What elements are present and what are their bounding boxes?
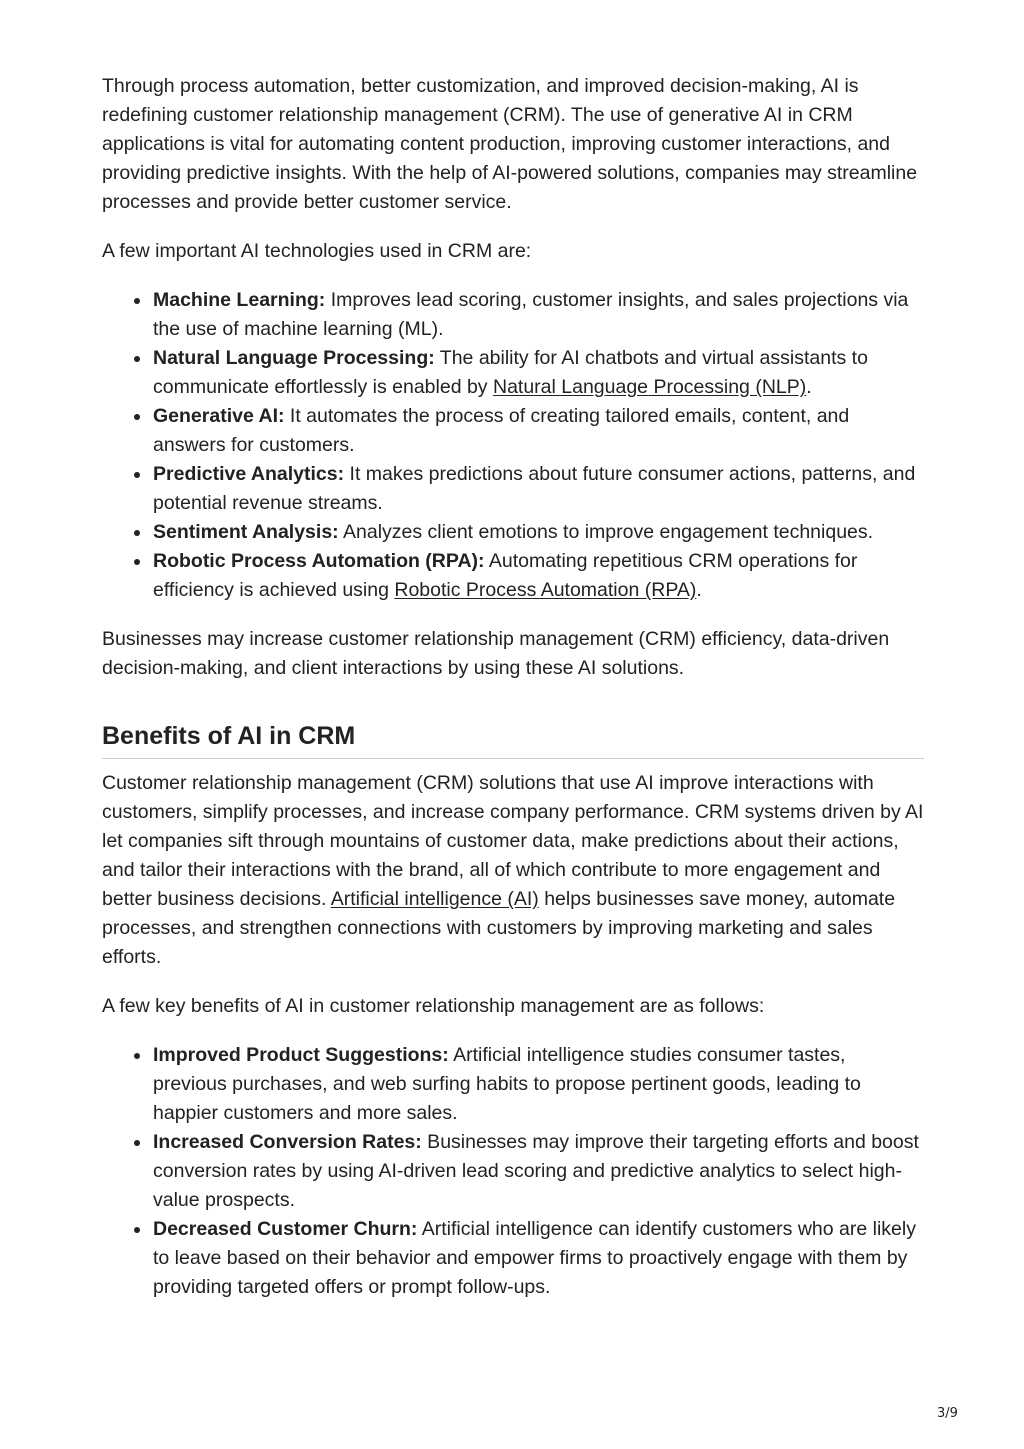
list-item-term: Sentiment Analysis: — [153, 521, 339, 543]
list-item — [153, 1128, 924, 1215]
technologies-intro: A few important AI technologies used in CRM are: — [102, 240, 532, 262]
list-item — [153, 402, 924, 460]
list-item-text: It automates the process of creating tailored emails, content, and answers for customers. — [153, 405, 850, 456]
list-item-term: Generative AI: — [153, 405, 285, 427]
list-item-text: Businesses may improve their targeting efforts and boost conversion rates by using AI-driven lead scoring and predictive analytics to select high-value prospects. — [153, 1131, 919, 1211]
list-item — [153, 1041, 924, 1128]
list-item — [153, 460, 924, 518]
bullet-icon — [134, 356, 140, 362]
bullet-icon — [134, 1140, 140, 1146]
bullet-icon — [134, 530, 140, 536]
list-item — [153, 286, 924, 344]
benefits-intro: A few key benefits of AI in customer relationship management are as follows: — [102, 995, 765, 1017]
list-item-text: Improves lead scoring, customer insights, and sales projections via the use of machine learning (ML). — [153, 289, 909, 340]
technologies-list — [102, 286, 924, 605]
list-item-text-end: . — [696, 579, 702, 601]
list-item-term: Predictive Analytics: — [153, 463, 345, 485]
bullet-icon — [134, 298, 140, 304]
intro-paragraph: Through process automation, better customization, and improved decision-making, AI is redefining customer relationship management (CRM). The use of generative AI in CRM applications is vital for automating content production, improving customer interactions, and providing predictive insights. With the help of AI-powered solutions, companies may streamline processes and provide better customer service. — [102, 75, 918, 213]
list-item — [153, 518, 924, 547]
technologies-outro: Businesses may increase customer relationship management (CRM) efficiency, data-driven decision-making, and client interactions by using these AI solutions. — [102, 628, 890, 679]
nlp-link[interactable]: Natural Language Processing (NLP) — [492, 376, 807, 398]
bullet-icon — [134, 1053, 140, 1059]
list-item-text: Artificial intelligence can identify customers who are likely to leave based on their behavior and empower firms to proactively engage with them by providing targeted offers or prompt follow-ups. — [153, 1218, 916, 1298]
bullet-icon — [134, 559, 140, 565]
list-item-text: It makes predictions about future consumer actions, patterns, and potential revenue streams. — [153, 463, 916, 514]
list-item-term: Improved Product Suggestions: — [153, 1044, 449, 1066]
ai-link[interactable]: Artificial intelligence (AI) — [330, 888, 539, 910]
list-item-text: Analyzes client emotions to improve engagement techniques. — [338, 521, 874, 543]
page-number: 3/9 — [937, 1406, 958, 1421]
list-item — [153, 547, 924, 605]
bullet-icon — [134, 472, 140, 478]
list-item-text: Artificial intelligence studies consumer tastes, previous purchases, and web surfing habits to propose pertinent goods, leading to happier customers and more sales. — [153, 1044, 861, 1124]
bullet-icon — [134, 1227, 140, 1233]
benefits-paragraph-text: Customer relationship management (CRM) solutions that use AI improve interactions with customers, simplify processes, and increase company performance. CRM systems driven by AI let companies sift through mountains of customer data, make predictions about their actions, and tailor their interactions with the brand, all of which contribute to more engagement and better business decisions. — [102, 772, 924, 910]
benefits-paragraph-text-end: helps businesses save money, automate processes, and strengthen connections with customers by improving marketing and sales efforts. — [102, 888, 896, 968]
list-item-text-end: . — [806, 376, 812, 398]
list-item-term: Decreased Customer Churn: — [153, 1218, 418, 1240]
list-item-term: Increased Conversion Rates: — [153, 1131, 422, 1153]
benefits-list — [102, 1041, 924, 1302]
list-item-term: Machine Learning: — [153, 289, 326, 311]
document-page — [102, 72, 924, 1322]
list-item-text: Automating repetitious CRM operations for efficiency is achieved using — [153, 550, 858, 601]
list-item-term: Robotic Process Automation (RPA): — [153, 550, 485, 572]
bullet-icon — [134, 414, 140, 420]
benefits-paragraph — [102, 769, 924, 972]
list-item — [153, 344, 924, 402]
benefits-heading: Benefits of AI in CRM — [102, 719, 924, 759]
list-item-term: Natural Language Processing: — [153, 347, 435, 369]
rpa-link[interactable]: Robotic Process Automation (RPA) — [394, 579, 697, 601]
list-item — [153, 1215, 924, 1302]
list-item-text: The ability for AI chatbots and virtual assistants to communicate effortlessly is enabled by — [153, 347, 868, 398]
